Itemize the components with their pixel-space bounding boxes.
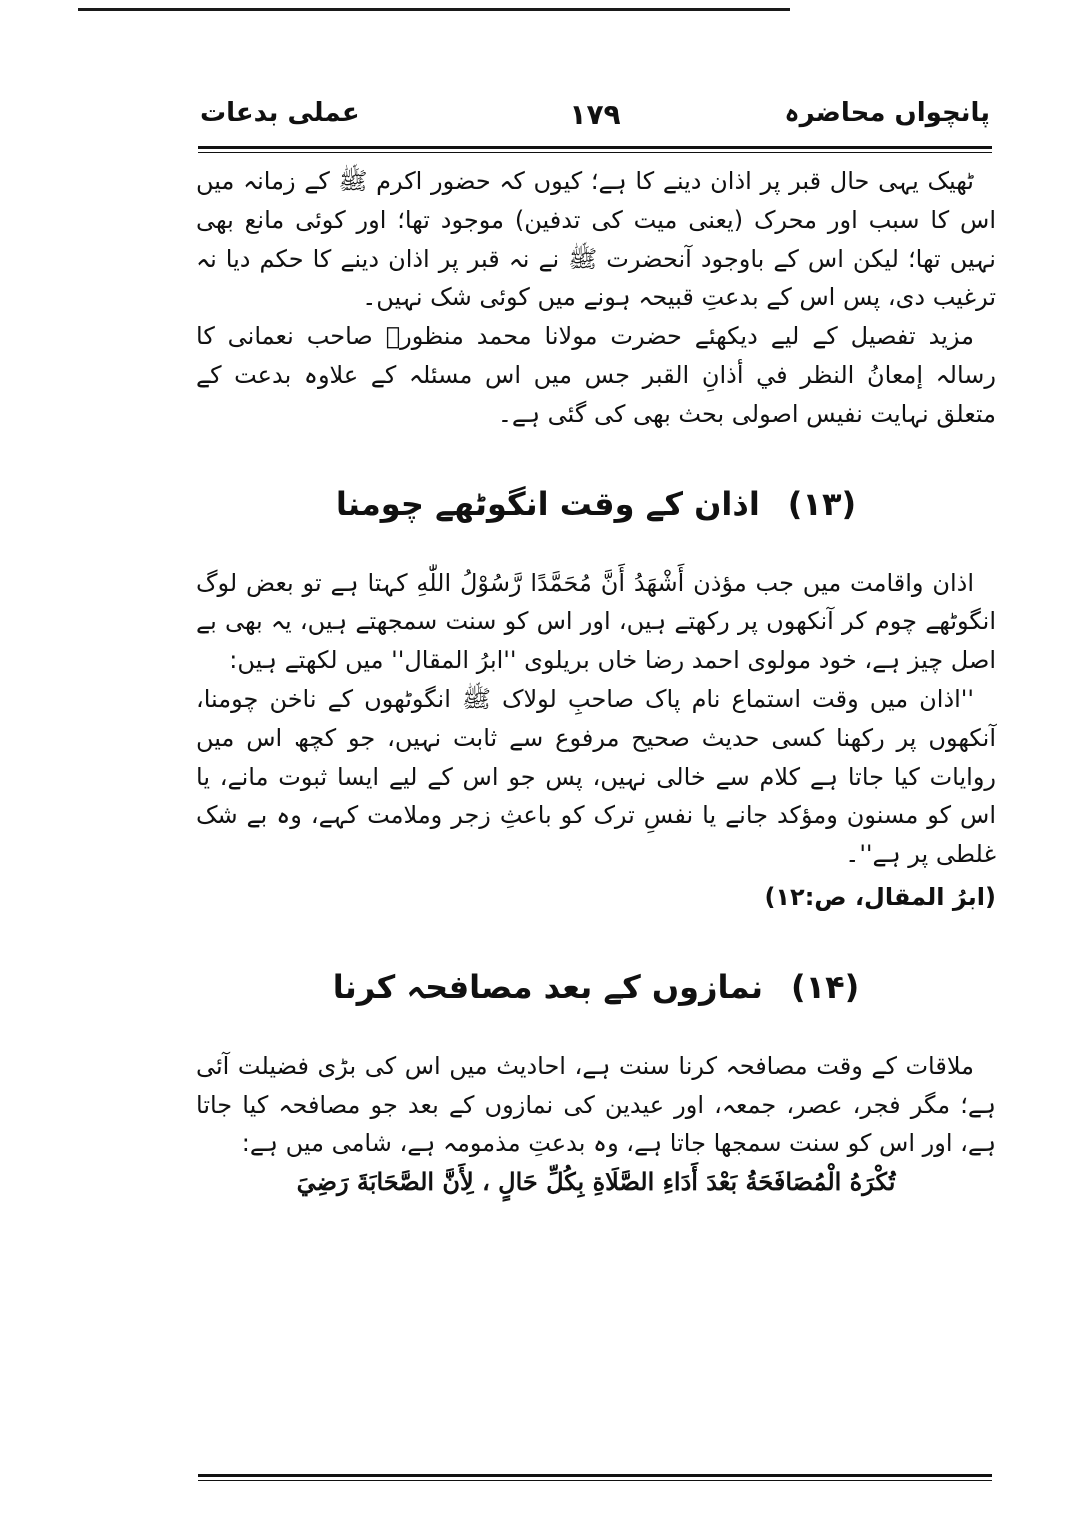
header-rule-thick xyxy=(198,146,992,149)
footer-rule-thick xyxy=(198,1474,992,1477)
section-title-14: نمازوں کے بعد مصافحہ کرنا xyxy=(332,967,763,1006)
paragraph-musafaha: ملاقات کے وقت مصافحہ کرنا سنت ہے، احادیث میں اس کی بڑی فضیلت آئی ہے؛ مگر فجر، عصر، جمعہ، اور عیدین کی نمازوں کے بعد جو مصافحہ کیا جاتا ہے، اور اس کو سنت سمجھا جاتا ہے، وہ بدعتِ مذمومہ ہے، شامی میں ہے: xyxy=(196,1051,996,1158)
header-lecture-title: پانچواں محاضرہ xyxy=(784,98,990,128)
section-heading-14 xyxy=(196,957,996,1017)
header-chapter-title: عملی بدعات xyxy=(200,98,360,128)
paragraph-thumb-kissing: اذان واقامت میں جب مؤذن أَشْهَدُ أَنَّ مُحَمَّدًا رَّسُوْلُ اللّٰهِ کہتا ہے تو بعض لوگ انگوٹھے چوم کر آنکھوں پر رکھتے ہیں، اور اس کو سنت سمجھتے ہیں، یہ بھی بے اصل چیز ہے، خود مولوی احمد رضا خاں بریلوی ''ابرُ المقال'' میں لکھتے ہیں: xyxy=(196,568,996,675)
paragraph-qabr-azan: ٹھیک یہی حال قبر پر اذان دینے کا ہے؛ کیوں کہ حضور اکرم ﷺ کے زمانہ میں اس کا سبب اور محرک (یعنی میت کی تدفین) موجود تھا؛ اور کوئی مانع بھی نہیں تھا؛ لیکن اس کے باوجود آنحضرت ﷺ نے نہ قبر پر اذان دینے کا حکم دیا نہ ترغیب دی، پس اس کے بدعتِ قبیحہ ہونے میں کوئی شک نہیں۔ xyxy=(196,167,996,312)
section-title-13: اذان کے وقت انگوٹھے چومنا xyxy=(335,484,760,523)
page-body xyxy=(196,162,996,1201)
section-heading-13 xyxy=(196,474,996,534)
section-number-14: (۱۴) xyxy=(790,967,860,1006)
page-number: ۱۷۹ xyxy=(569,98,621,131)
section-number-13: (۱۳) xyxy=(787,484,857,523)
citation: (ابرُ المقال، ص:۱۲) xyxy=(764,882,996,911)
paragraph-further-reading: مزید تفصیل کے لیے دیکھئے حضرت مولانا محمد منظورؒ صاحب نعمانی کا رسالہ إمعانُ النظر في أذانِ القبر جس میں اس مسئلہ کے علاوہ بدعت کے متعلق نہایت نفیس اصولی بحث بھی کی گئی ہے۔ xyxy=(196,322,996,428)
header-rule-thin xyxy=(198,152,992,153)
page-header xyxy=(200,98,990,144)
block-quote-abr-ul-maqal: ''اذان میں وقت استماع نام پاک صاحبِ لولاک ﷺ انگوٹھوں کے ناخن چومنا، آنکھوں پر رکھنا کسی حدیث صحیح مرفوع سے ثابت نہیں، جو کچھ اس میں روایات کیا جاتا ہے کلام سے خالی نہیں، پس جو اس کے لیے ایسا ثبوت مانے، یا اس کو مسنون ومؤکد جانے یا نفسِ ترک کو باعثِ زجر وملامت کہے، وہ بے شک غلطی پر ہے''۔ xyxy=(196,684,996,869)
arabic-quote: تُكْرَهُ الْمُصَافَحَةُ بَعْدَ أَدَاءِ الصَّلَاةِ بِكُلِّ حَالٍ ، لِأَنَّ الصَّحَابَةَ رَضِيَ xyxy=(296,1167,896,1197)
footer-rule-thin xyxy=(198,1480,992,1481)
scan-edge-line xyxy=(78,8,790,11)
